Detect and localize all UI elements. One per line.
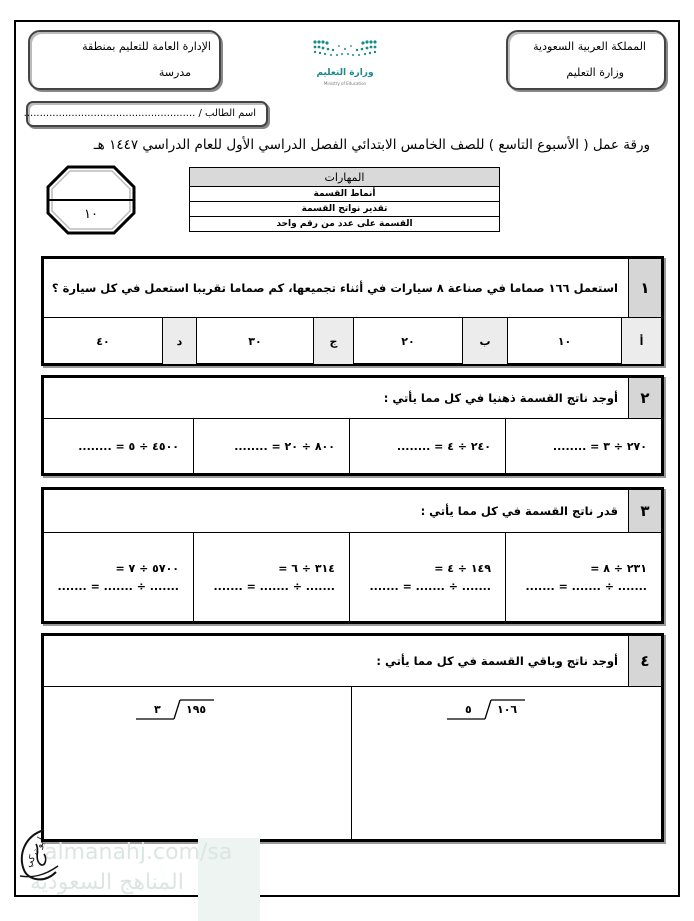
student-name-field[interactable] (24, 108, 256, 119)
choice-letter-a[interactable]: أ (621, 318, 661, 364)
choice-value-d[interactable]: ٤٠ (96, 334, 110, 348)
question-text: أوجد ناتج القسمة ذهنيا في كل مما يأتي : (383, 391, 618, 405)
estimate-blank[interactable]: ....... ÷ ....... = ....... (369, 579, 491, 593)
kingdom-label: المملكة العربية السعودية (533, 40, 646, 53)
choices-row (44, 318, 661, 364)
estimate-problem: ٢٣١ ÷ ٨ = (590, 561, 647, 575)
question-number: ٣ (628, 490, 661, 532)
dividend: ١٩٥ (186, 703, 207, 716)
question-2 (41, 375, 664, 476)
divisor: ٣ (154, 703, 161, 716)
dividend: ١٠٦ (497, 703, 518, 716)
skill-item: القسمة على عدد من رقم واحد (190, 217, 500, 232)
choice-letter-b[interactable]: ب (462, 318, 507, 364)
logo-english-name: Ministry of Education (323, 81, 367, 86)
question-3 (41, 487, 664, 624)
estimate-blank[interactable]: ....... ÷ ....... = ....... (57, 579, 179, 593)
signature (14, 826, 60, 886)
question-text: استعمل ١٦٦ صماما في صناعة ٨ سيارات في أثناء تجميعها، كم صماما تقريبا استعمل في كل سيارة ؟ (51, 281, 618, 295)
question-number: ٢ (628, 378, 661, 418)
kingdom-box (506, 30, 666, 90)
estimate-item[interactable] (349, 533, 505, 622)
mental-division-item[interactable]: ٢٤٠ ÷ ٤ = ........ (349, 419, 505, 474)
signature-text: أبو تركي (23, 836, 49, 870)
ministry-label: وزارة التعليم (566, 66, 624, 79)
estimate-blank[interactable]: ....... ÷ ....... = ....... (213, 579, 335, 593)
question-text: أوجد ناتج وباقي القسمة في كل مما يأتي : (376, 654, 618, 668)
score-total: ١٠ (84, 207, 98, 222)
directorate-box (28, 30, 221, 90)
choice-letter-d[interactable]: د (162, 318, 196, 364)
choice-value-a[interactable]: ١٠ (507, 318, 621, 364)
mental-division-item[interactable]: ٨٠٠ ÷ ٢٠ = ........ (193, 419, 349, 474)
estimate-blank[interactable]: ....... ÷ ....... = ....... (525, 579, 647, 593)
long-division-item[interactable] (351, 687, 661, 840)
ministry-logo (306, 38, 384, 88)
estimate-problem: ١٤٩ ÷ ٤ = (434, 561, 491, 575)
watermark-arabic: المناهج السعودية (30, 870, 184, 895)
choice-value-b[interactable]: ٢٠ (353, 318, 462, 364)
long-division-item[interactable] (44, 687, 351, 840)
skills-table (189, 167, 500, 232)
mental-division-item[interactable]: ٤٥٠٠ ÷ ٥ = ........ (78, 440, 179, 453)
estimate-problem: ٣١٤ ÷ ٦ = (278, 561, 335, 575)
worksheet-title: ورقة عمل ( الأسبوع التاسع ) للصف الخامس الابتدائي الفصل الدراسي الأول للعام الدراسي ١٤٤٧ هـ (93, 137, 650, 153)
skill-item: تقدير نواتج القسمة (190, 202, 500, 217)
estimate-item[interactable] (44, 533, 193, 622)
choice-value-c[interactable]: ٣٠ (196, 318, 313, 364)
question-number: ١ (628, 259, 661, 317)
mental-division-item[interactable]: ٢٧٠ ÷ ٣ = ........ (505, 419, 661, 474)
question-4 (41, 633, 664, 842)
estimate-item[interactable] (193, 533, 349, 622)
divisor: ٥ (465, 703, 472, 716)
student-name-label: اسم الطالب / (195, 108, 256, 119)
choice-letter-c[interactable]: ج (313, 318, 353, 364)
question-number: ٤ (628, 636, 661, 686)
skill-item: أنماط القسمة (190, 187, 500, 202)
student-name-box[interactable] (23, 101, 268, 127)
estimate-problem: ٥٧٠٠ ÷ ٧ = (115, 561, 179, 575)
logo-arabic-name: وزارة التعليم (316, 68, 374, 78)
directorate-label: الإدارة العامة للتعليم بمنطقة (82, 40, 211, 53)
question-text: قدر ناتج القسمة في كل مما يأتي : (420, 504, 618, 518)
student-name-placeholder: ...................................................... (23, 108, 196, 119)
estimate-item[interactable] (505, 533, 661, 622)
ministry-logo-icon (306, 38, 384, 66)
octagon-icon (46, 165, 136, 235)
watermark-url: almanahj.com/sa (44, 840, 233, 865)
skills-header: المهارات (190, 168, 500, 187)
question-1 (41, 256, 664, 366)
school-label: مدرسة (158, 66, 191, 79)
score-box (46, 165, 136, 235)
